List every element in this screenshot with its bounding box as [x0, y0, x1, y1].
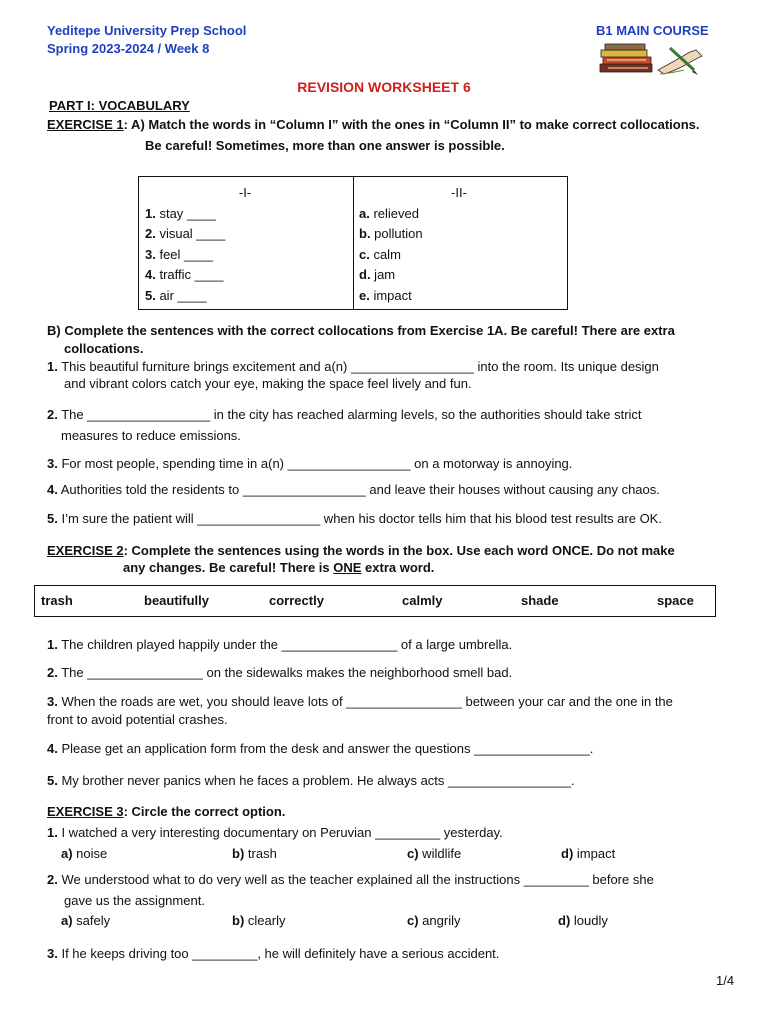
exercise-1b-instructions: B) Complete the sentences with the correct collocations from Exercise 1A. Be careful! There are extra — [47, 323, 675, 338]
ex2-sentence-cont: front to avoid potential crashes. — [47, 712, 228, 727]
ex3-options — [61, 913, 711, 931]
pencil-hand-icon — [658, 48, 702, 75]
worksheet-title: REVISION WORKSHEET 6 — [297, 79, 471, 95]
word-box — [34, 585, 716, 617]
books-pencil-illustration — [598, 40, 712, 76]
part-heading: PART I: VOCABULARY — [49, 98, 190, 113]
ex1-sentence-cont: measures to reduce emissions. — [61, 428, 241, 443]
column-i — [145, 183, 345, 306]
exercise-1-note: Be careful! Sometimes, more than one answer is possible. — [145, 138, 505, 153]
column-ii-header: -II- — [451, 185, 467, 200]
option[interactable]: b) trash — [232, 846, 277, 861]
ex2-sentence: 5. My brother never panics when he faces a problem. He always acts _________________. — [47, 773, 575, 788]
school-name: Yeditepe University Prep School — [47, 23, 247, 38]
column-ii-item: a. relieved — [359, 205, 419, 221]
column-i-item: 2. visual ____ — [145, 226, 226, 241]
exercise-3-instructions: EXERCISE 3: Circle the correct option. — [47, 804, 286, 819]
term-label: Spring 2023-2024 / Week 8 — [47, 41, 210, 56]
ex1-sentence: 5. I’m sure the patient will _________________ when his doctor tells him that his blood test results are OK. — [47, 511, 662, 526]
ex2-sentence: 3. When the roads are wet, you should leave lots of ________________ between your car and the one in the — [47, 694, 673, 709]
column-ii-item: b. pollution — [359, 226, 423, 241]
exercise-1b-instructions-cont: collocations. — [64, 341, 144, 356]
word-box-item: space — [657, 593, 694, 608]
ex2-sentence: 4. Please get an application form from the desk and answer the questions ________________. — [47, 741, 594, 756]
column-ii — [359, 183, 559, 306]
exercise-2-instructions: EXERCISE 2: Complete the sentences using the words in the box. Use each word ONCE. Do not make — [47, 543, 675, 558]
ex2-sentence: 1. The children played happily under the ________________ of a large umbrella. — [47, 637, 513, 652]
word-box-item: calmly — [402, 593, 443, 608]
ex3-question: 3. If he keeps driving too _________, he will definitely have a serious accident. — [47, 946, 500, 961]
option[interactable]: c) wildlife — [407, 846, 462, 861]
column-divider — [353, 177, 354, 309]
collocation-table — [138, 176, 568, 310]
option[interactable]: b) clearly — [232, 913, 286, 928]
column-ii-item: e. impact — [359, 287, 412, 303]
books-icon — [600, 44, 652, 72]
ex2-sentence: 2. The ________________ on the sidewalks makes the neighborhood smell bad. — [47, 665, 513, 680]
column-i-header: -I- — [238, 185, 252, 200]
column-i-item: 5. air ____ — [145, 287, 207, 303]
ex3-question: 2. We understood what to do very well as the teacher explained all the instructions _________ before she — [47, 872, 654, 887]
word-box-item: shade — [521, 593, 559, 608]
ex3-options — [61, 846, 711, 864]
exercise-1-instructions: EXERCISE 1: A) Match the words in “Column I” with the ones in “Column II” to make correct collocations. — [47, 117, 700, 132]
ex1-sentence-cont: and vibrant colors catch your eye, making the space feel lively and fun. — [64, 376, 472, 391]
column-i-item: 3. feel ____ — [145, 246, 213, 262]
word-box-item: trash — [41, 593, 73, 608]
option[interactable]: a) safely — [61, 913, 111, 928]
word-box-item: correctly — [269, 593, 324, 608]
word-box-item: beautifully — [144, 593, 210, 608]
column-i-item: 4. traffic ____ — [145, 267, 224, 282]
option[interactable]: c) angrily — [407, 913, 461, 928]
option[interactable]: d) impact — [561, 846, 616, 861]
column-i-item: 1. stay ____ — [145, 205, 216, 221]
ex1-sentence: 4. Authorities told the residents to _________________ and leave their houses without causing any chaos. — [47, 482, 660, 497]
exercise-2-note: any changes. Be careful! There is ONE extra word. — [123, 560, 435, 575]
column-ii-item: d. jam — [359, 267, 396, 282]
option[interactable]: a) noise — [61, 846, 108, 861]
ex3-question: 1. I watched a very interesting documentary on Peruvian _________ yesterday. — [47, 825, 503, 840]
page-number: 1/4 — [716, 973, 735, 988]
ex1-sentence: 2. The _________________ in the city has reached alarming levels, so the authorities should take strict — [47, 407, 642, 422]
option[interactable]: d) loudly — [558, 913, 608, 928]
course-label: B1 MAIN COURSE — [596, 23, 709, 38]
ex1-sentence: 3. For most people, spending time in a(n) _________________ on a motorway is annoying. — [47, 456, 573, 471]
ex1-sentence: 1. This beautiful furniture brings excitement and a(n) _________________ into the room. Its unique design — [47, 359, 659, 374]
column-ii-item: c. calm — [359, 246, 401, 262]
ex3-question-cont: gave us the assignment. — [64, 893, 205, 908]
